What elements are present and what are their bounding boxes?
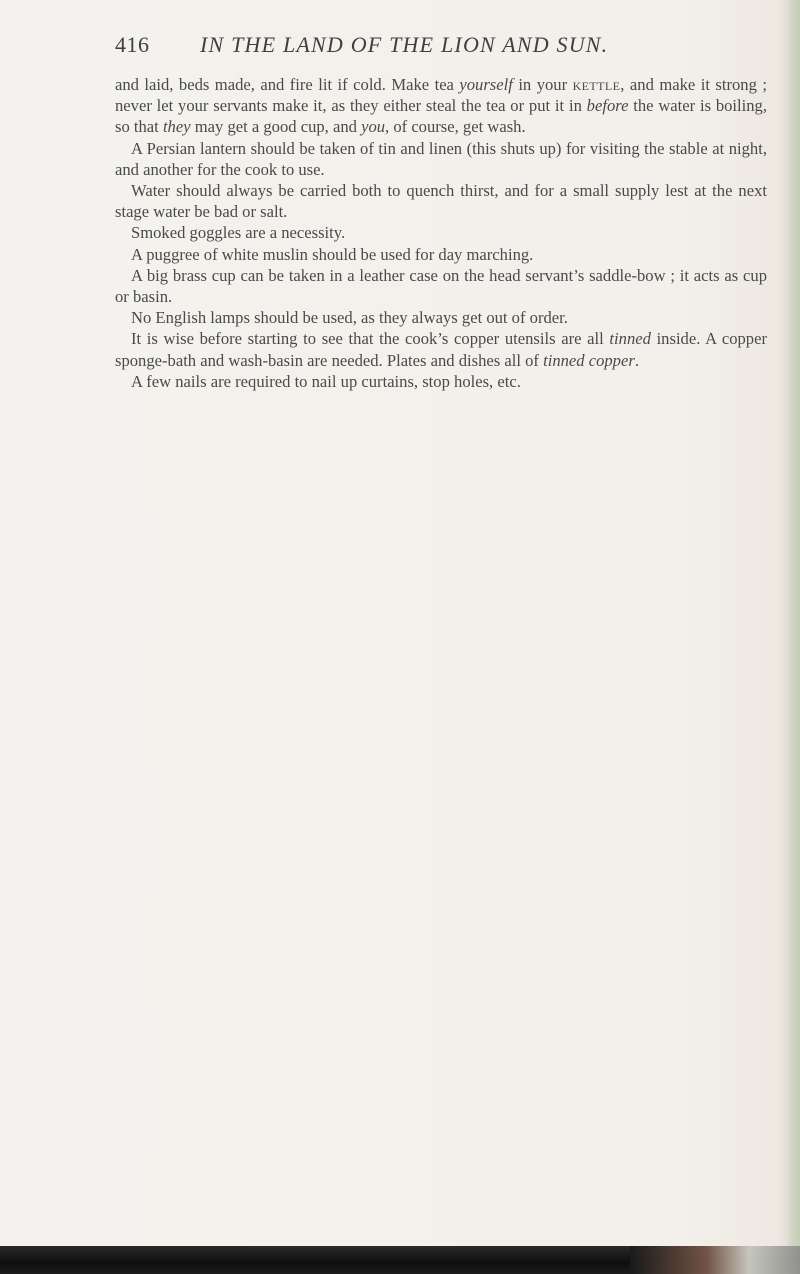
italic-text: tinned copper [543, 350, 635, 370]
text-run: A Persian lantern should be taken of tin and linen (this shuts up) for visiting the stable at night, and another for the cook to use. [115, 138, 767, 179]
text-run: A puggree of white muslin should be used for day marching. [131, 244, 534, 264]
scan-bottom-band-tail [630, 1246, 800, 1274]
page-number: 416 [115, 32, 150, 57]
italic-text: before [586, 96, 629, 116]
italic-text: they [162, 117, 191, 137]
paragraph [115, 74, 767, 138]
text-run: A big brass cup can be taken in a leather case on the head servant’s saddle-bow ; it acts as cup or basin. [115, 265, 767, 307]
paragraph [115, 307, 767, 328]
paragraph [115, 138, 767, 180]
paragraph [115, 328, 767, 370]
italic-text: tinned [609, 329, 651, 349]
scan-bottom-band [0, 1246, 800, 1274]
running-title: IN THE LAND OF THE LION AND SUN. [200, 32, 609, 57]
page-edge-shadow [778, 0, 800, 1274]
paragraph [115, 244, 767, 265]
body-text [115, 74, 767, 392]
paragraph [115, 371, 767, 392]
text-run: It is wise before starting to see that the cook’s copper utensils are all [131, 329, 610, 349]
text-run: Water should always be carried both to quench thirst, and for a small supply lest at the next stage water be bad or salt. [115, 181, 767, 222]
text-run: inside. A copper sponge-bath and wash-basin are needed. Plates and dishes all of [115, 329, 767, 370]
page-header [115, 32, 765, 66]
text-run: Smoked goggles are a necessity. [131, 223, 346, 243]
text-run: , and make it strong ; never let your servants make it, as they either steal the tea or put it in [115, 75, 767, 116]
text-run: No English lamps should be used, as they always get out of order. [131, 308, 568, 328]
text-run: A few nails are required to nail up curtains, stop holes, etc. [131, 371, 521, 391]
text-run: . [634, 350, 639, 370]
text-run: in your [512, 75, 573, 94]
text-run: and laid, beds made, and fire lit if cold. Make tea [115, 75, 460, 94]
text-run: , of course, get wash. [385, 117, 526, 137]
paragraph [115, 222, 767, 243]
italic-text: yourself [459, 75, 513, 94]
paragraph [115, 265, 767, 307]
paragraph [115, 180, 767, 222]
small-caps-text: kettle [572, 75, 621, 94]
text-run: the water is boiling, so that [115, 96, 768, 137]
italic-text: you [361, 117, 386, 137]
text-run: may get a good cup, and [190, 117, 362, 137]
